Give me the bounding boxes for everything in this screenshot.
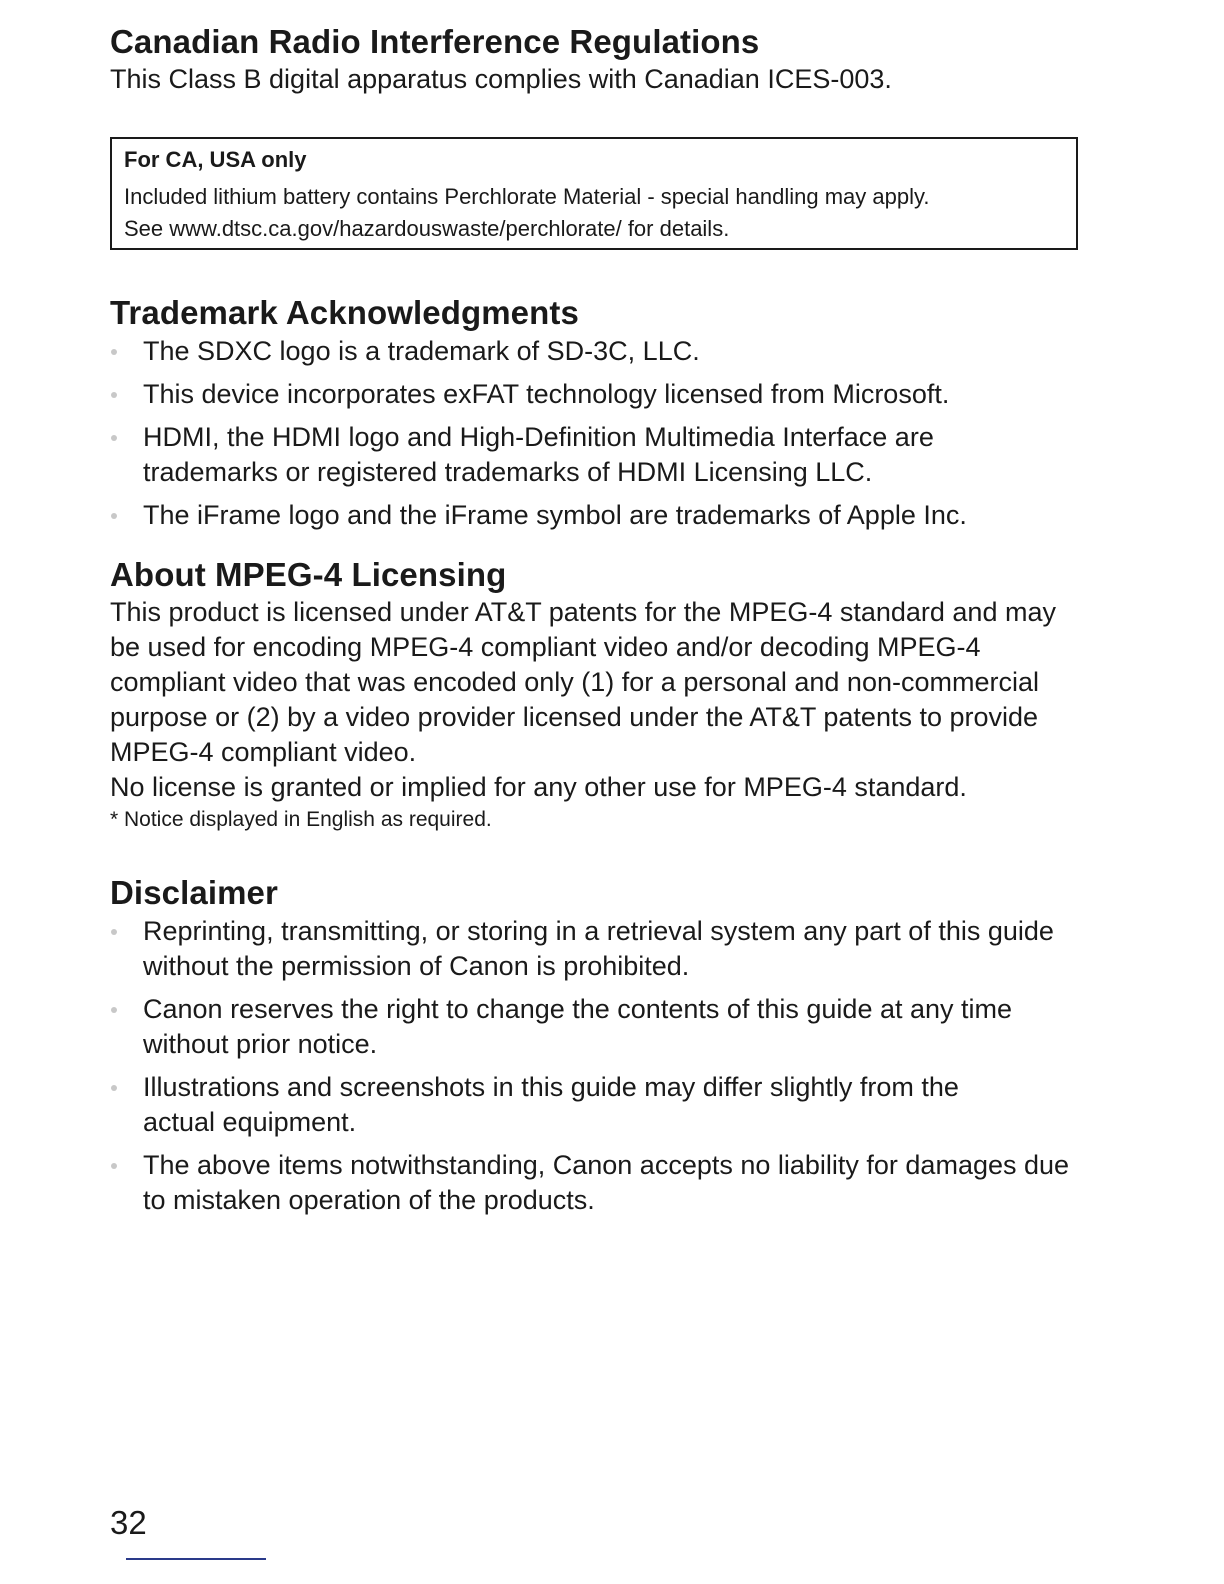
mpeg-section: [110, 555, 1090, 835]
canadian-text: This Class B digital apparatus complies with Canadian ICES-003.: [110, 64, 892, 94]
disclaimer-title: Disclaimer: [110, 874, 278, 911]
trademark-section: [110, 293, 1090, 533]
notice-box: [110, 137, 1078, 250]
list-item-text: Canon reserves the right to change the contents of this guide at any time without prior notice.: [143, 994, 1013, 1059]
list-item-text: The iFrame logo and the iFrame symbol are trademarks of Apple Inc.: [143, 500, 967, 530]
list-item-text: Reprinting, transmitting, or storing in a retrieval system any part of this guide without the permission of Canon is prohibited.: [143, 916, 1054, 981]
list-item-text: The SDXC logo is a trademark of SD-3C, LLC.: [143, 336, 700, 366]
list-item-text: HDMI, the HDMI logo and High-Definition Multimedia Interface are trademarks or registered trademarks of HDMI Licensing LLC.: [143, 422, 934, 487]
list-item: [110, 992, 1090, 1062]
bullet-icon: [111, 1085, 117, 1091]
bullet-icon: [111, 1163, 117, 1169]
bullet-icon: [111, 392, 117, 398]
list-item: [110, 420, 1090, 490]
list-item: [110, 498, 1090, 533]
page-number: 32: [110, 1504, 147, 1541]
disclaimer-list: [110, 914, 1090, 1218]
list-item: [110, 334, 1090, 369]
list-item: [110, 377, 1090, 412]
notice-line-2: See www.dtsc.ca.gov/hazardouswaste/perchlorate/ for details.: [124, 216, 730, 241]
mpeg-paragraph: This product is licensed under AT&T patents for the MPEG-4 standard and may be used for encoding MPEG-4 compliant video and/or decoding MPEG-4 compliant video that was encoded only (1) for a personal and non-commercial purpose or (2) by a video provider licensed under the AT&T patents to provide MPEG-4 compliant video.: [110, 597, 1056, 767]
list-item-text: This device incorporates exFAT technology licensed from Microsoft.: [143, 379, 950, 409]
bullet-icon: [111, 349, 117, 355]
mpeg-no-license: No license is granted or implied for any other use for MPEG-4 standard.: [110, 772, 967, 802]
list-item: [110, 1070, 1090, 1140]
mpeg-footnote: * Notice displayed in English as required.: [110, 808, 492, 831]
bullet-icon: [111, 929, 117, 935]
notice-title: For CA, USA only: [124, 147, 307, 172]
list-item: [110, 1148, 1090, 1218]
bullet-icon: [111, 513, 117, 519]
notice-line-1: Included lithium battery contains Perchlorate Material - special handling may apply.: [124, 184, 930, 209]
trademark-list: [110, 334, 1090, 533]
bottom-rule: [126, 1558, 266, 1560]
disclaimer-section: [110, 873, 1090, 1218]
canadian-title: Canadian Radio Interference Regulations: [110, 23, 760, 60]
list-item: [110, 914, 1090, 984]
mpeg-title: About MPEG-4 Licensing: [110, 556, 507, 593]
list-item-text: The above items notwithstanding, Canon accepts no liability for damages due to mistaken operation of the products.: [143, 1150, 1070, 1215]
bullet-icon: [111, 435, 117, 441]
bullet-icon: [111, 1007, 117, 1013]
trademark-title: Trademark Acknowledgments: [110, 294, 579, 331]
list-item-text: Illustrations and screenshots in this guide may differ slightly from the actual equipment.: [143, 1072, 959, 1137]
canadian-section: [110, 22, 1090, 97]
page-content: [110, 22, 1090, 1226]
